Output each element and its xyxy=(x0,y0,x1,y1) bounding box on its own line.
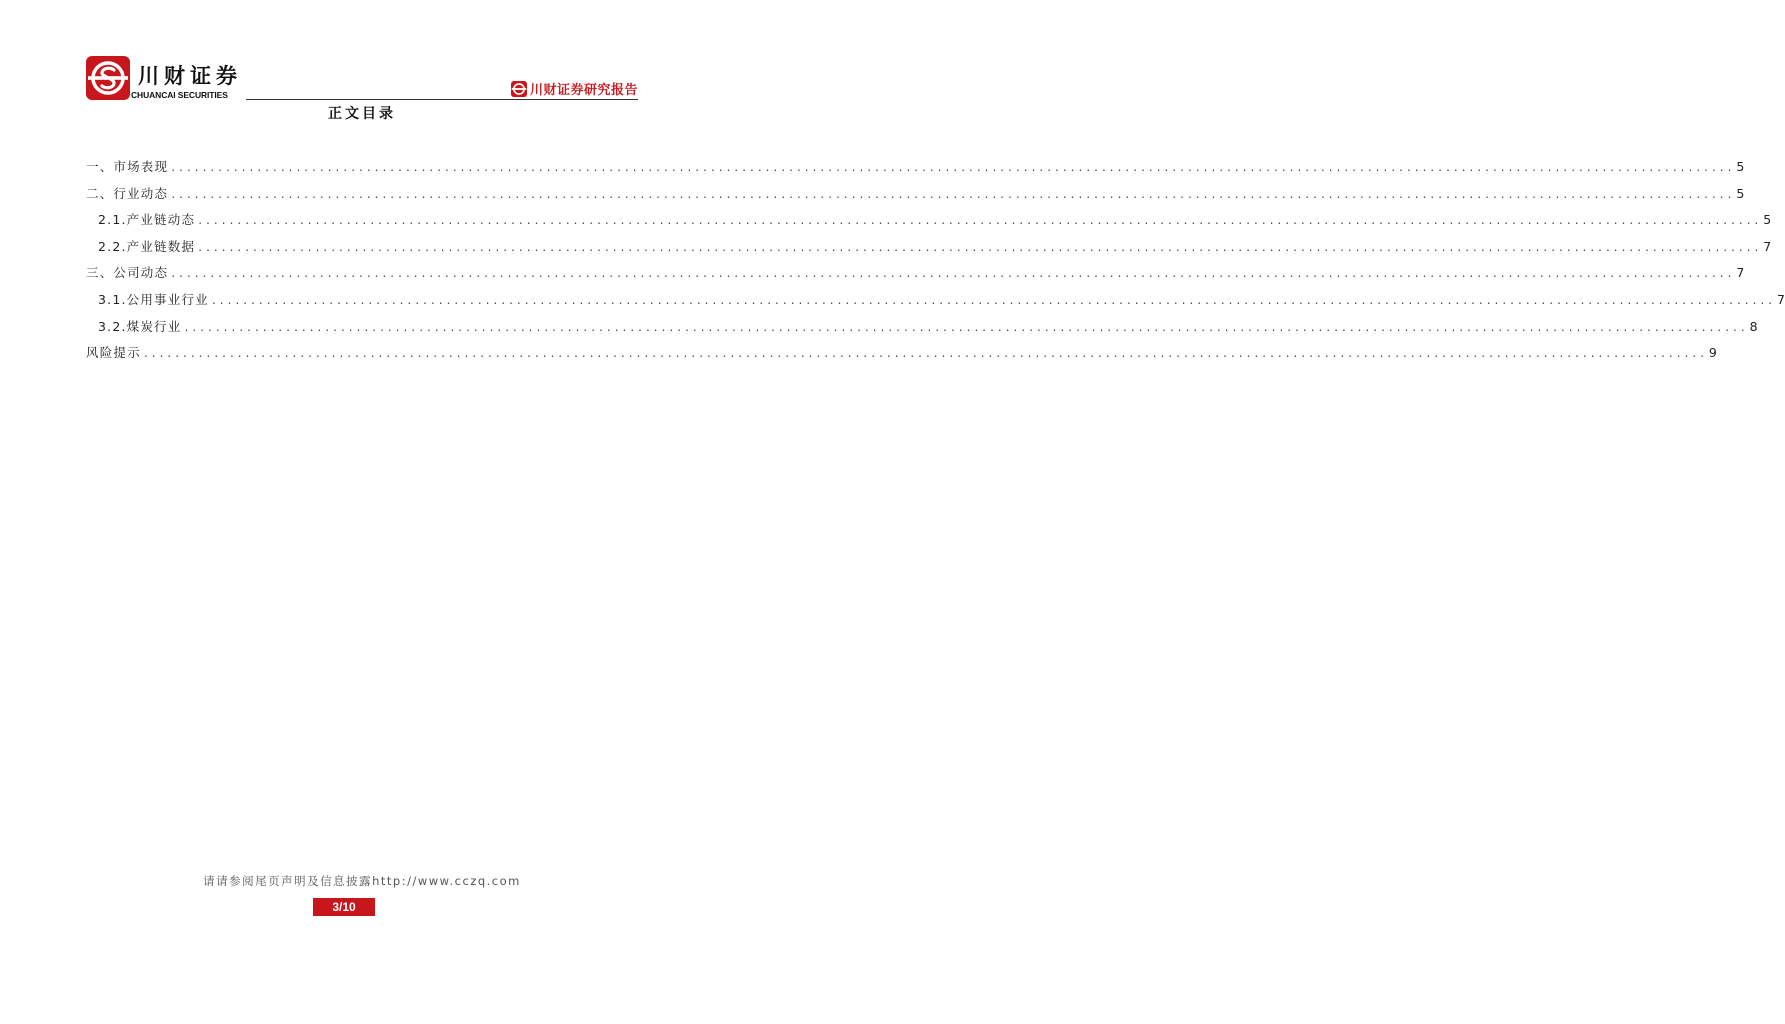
chuancai-logo-icon xyxy=(86,56,130,100)
toc-dot-leader: ........................................................................................................................................................................................................ xyxy=(183,322,1748,334)
toc-entry-label: 3.1.公用事业行业 xyxy=(98,291,209,307)
toc-entry-utilities[interactable] xyxy=(86,290,1785,317)
toc-dot-leader: ........................................................................................................................................................................................................ xyxy=(170,189,1735,201)
toc-entry-industry[interactable] xyxy=(86,184,1745,211)
toc-entry-page: 5 xyxy=(1736,159,1745,174)
toc-dot-leader: ........................................................................................................................................................................................................ xyxy=(170,269,1735,281)
brand-name-en: CHUANCAI SECURITIES xyxy=(131,90,228,100)
toc-entry-market[interactable] xyxy=(86,157,1745,184)
brand-name-cn: 川财证券 xyxy=(138,64,242,88)
toc-entry-label: 二、行业动态 xyxy=(86,185,169,201)
toc-dot-leader: ........................................................................................................................................................................................................ xyxy=(170,163,1735,174)
footer-disclaimer: 请请参阅尾页声明及信息披露http://www.cczq.com xyxy=(203,874,521,888)
toc-entry-page: 7 xyxy=(1763,238,1772,254)
table-of-contents xyxy=(86,157,1785,370)
toc-title: 正文目录 xyxy=(328,106,396,122)
toc-entry-page: 5 xyxy=(1736,185,1745,201)
toc-entry-label: 一、市场表现 xyxy=(86,159,169,174)
toc-entry-risk[interactable] xyxy=(86,343,1717,370)
page-number-badge: 3/10 xyxy=(313,898,375,916)
toc-entry-label: 2.1.产业链动态 xyxy=(98,212,196,228)
toc-entry-label: 风险提示 xyxy=(86,345,141,361)
toc-entry-page: 7 xyxy=(1736,265,1745,281)
toc-dot-leader: ........................................................................................................................................................................................................ xyxy=(197,216,1762,228)
toc-dot-leader: ........................................................................................................................................................................................................ xyxy=(197,242,1762,254)
toc-entry-chain-data[interactable] xyxy=(86,237,1772,264)
toc-dot-leader: ........................................................................................................................................................................................................ xyxy=(142,349,1707,361)
toc-entry-label: 2.2.产业链数据 xyxy=(98,238,196,254)
toc-entry-label: 3.2.煤炭行业 xyxy=(98,318,182,334)
toc-dot-leader: ........................................................................................................................................................................................................ xyxy=(210,295,1775,307)
toc-entry-page: 9 xyxy=(1708,345,1717,361)
toc-entry-coal[interactable] xyxy=(86,317,1758,344)
report-label-text: 川财证券研究报告 xyxy=(529,83,638,98)
toc-entry-page: 7 xyxy=(1776,291,1785,307)
header-divider xyxy=(246,99,638,100)
toc-entry-company[interactable] xyxy=(86,263,1745,290)
chuancai-mini-logo-icon xyxy=(511,81,527,97)
toc-entry-label: 三、公司动态 xyxy=(86,265,169,281)
toc-entry-chain-news[interactable] xyxy=(86,210,1772,237)
toc-entry-page: 8 xyxy=(1749,318,1758,334)
toc-entry-page: 5 xyxy=(1763,212,1772,228)
report-label xyxy=(511,79,638,98)
